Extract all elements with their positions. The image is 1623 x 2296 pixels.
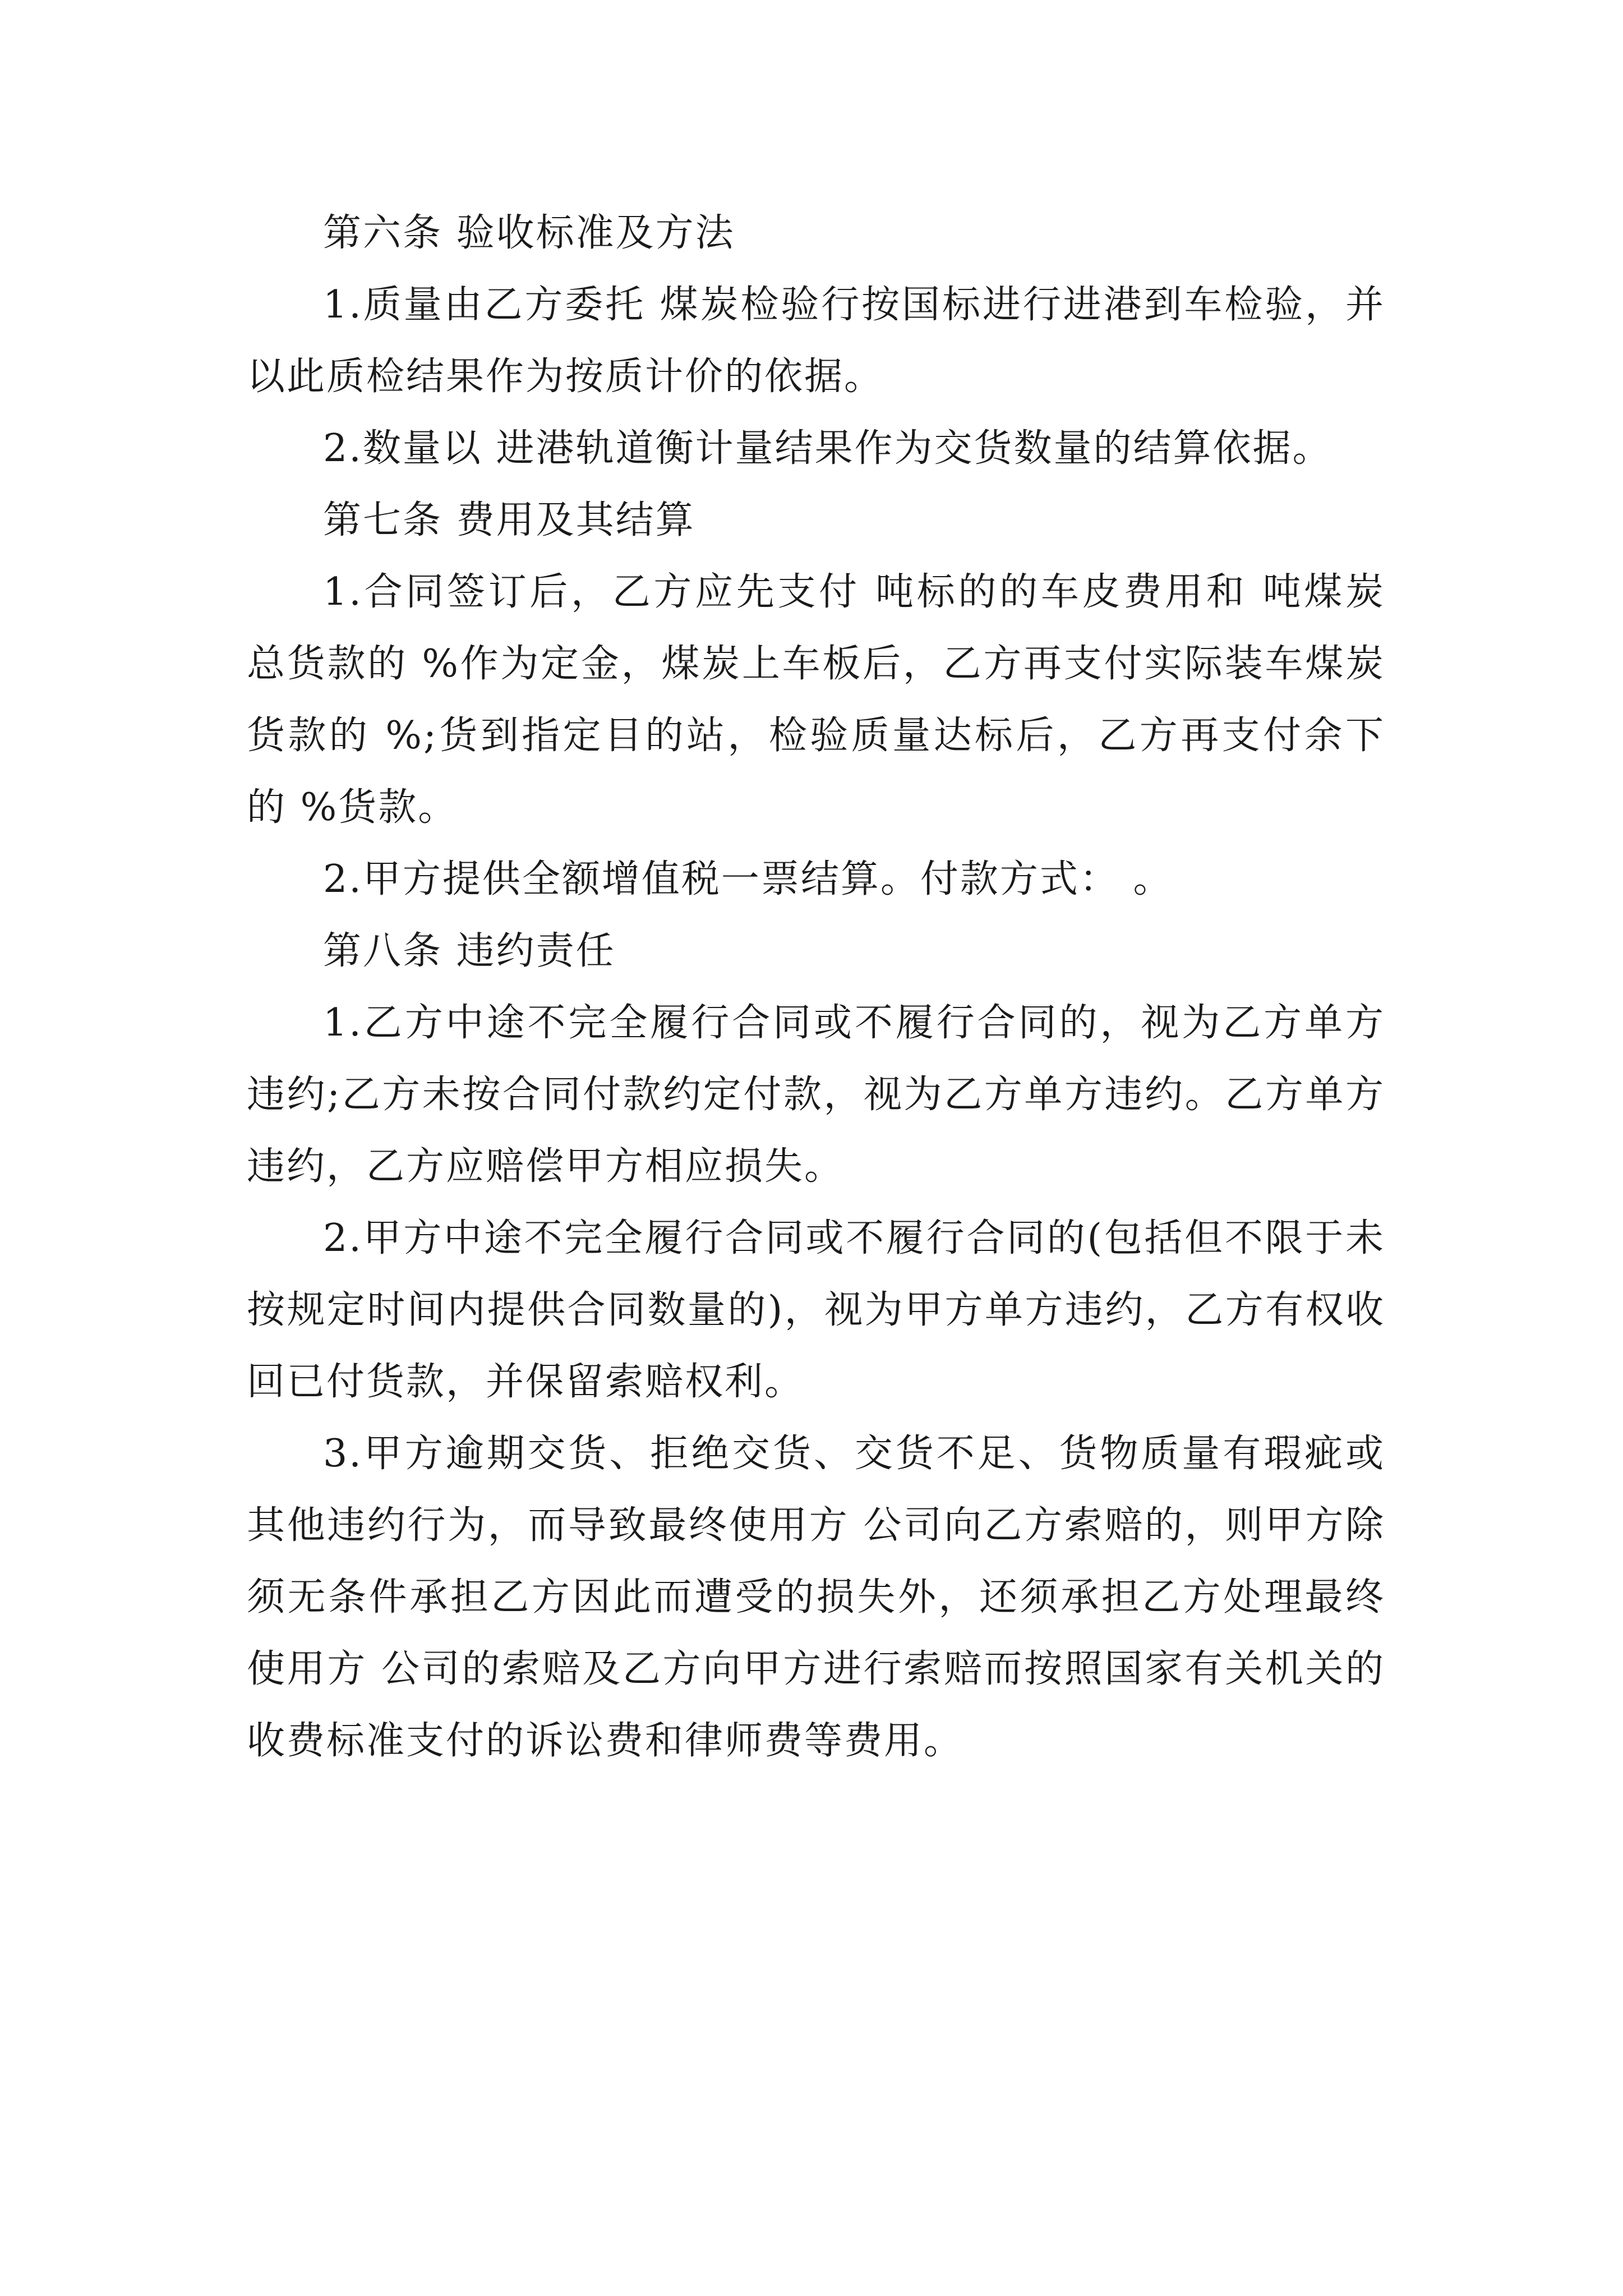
article-6-heading: 第六条 验收标准及方法 bbox=[323, 211, 735, 255]
article-8-clause-3: 3.甲方逾期交货、拒绝交货、交货不足、货物质量有瑕疵或其他违约行为，而导致最终使用方 公司向乙方索赔的，则甲方除须无条件承担乙方因此而遭受的损失外，还须承担乙方处理最终使用方 公司的索赔及乙方向甲方进行索赔而按照国家有关机关的收费标准支付的诉讼费和律师费等费用。 bbox=[247, 1432, 1385, 1763]
document-body bbox=[247, 197, 1385, 1777]
article-8-clause-1: 1.乙方中途不完全履行合同或不履行合同的，视为乙方单方违约;乙方未按合同付款约定付款，视为乙方单方违约。乙方单方违约，乙方应赔偿甲方相应损失。 bbox=[247, 1001, 1385, 1189]
article-7-heading: 第七条 费用及其结算 bbox=[323, 498, 695, 542]
article-6-clause-2: 2.数量以 进港轨道衡计量结果作为交货数量的结算依据。 bbox=[323, 426, 1332, 471]
article-7-clause-1: 1.合同签订后，乙方应先支付 吨标的的车皮费用和 吨煤炭总货款的 %作为定金，煤炭上车板后，乙方再支付实际装车煤炭货款的 %;货到指定目的站，检验质量达标后，乙方再支付余下的 %货款。 bbox=[247, 570, 1385, 830]
article-6-clause-1: 1.质量由乙方委托 煤炭检验行按国标进行进港到车检验，并以此质检结果作为按质计价的依据。 bbox=[247, 283, 1385, 399]
article-8-clause-2: 2.甲方中途不完全履行合同或不履行合同的(包括但不限于未按规定时间内提供合同数量的)，视为甲方单方违约，乙方有权收回已付货款，并保留索赔权利。 bbox=[247, 1216, 1385, 1404]
article-8-heading: 第八条 违约责任 bbox=[323, 929, 616, 973]
article-7-clause-2: 2.甲方提供全额增值税一票结算。付款方式： 。 bbox=[323, 857, 1173, 901]
